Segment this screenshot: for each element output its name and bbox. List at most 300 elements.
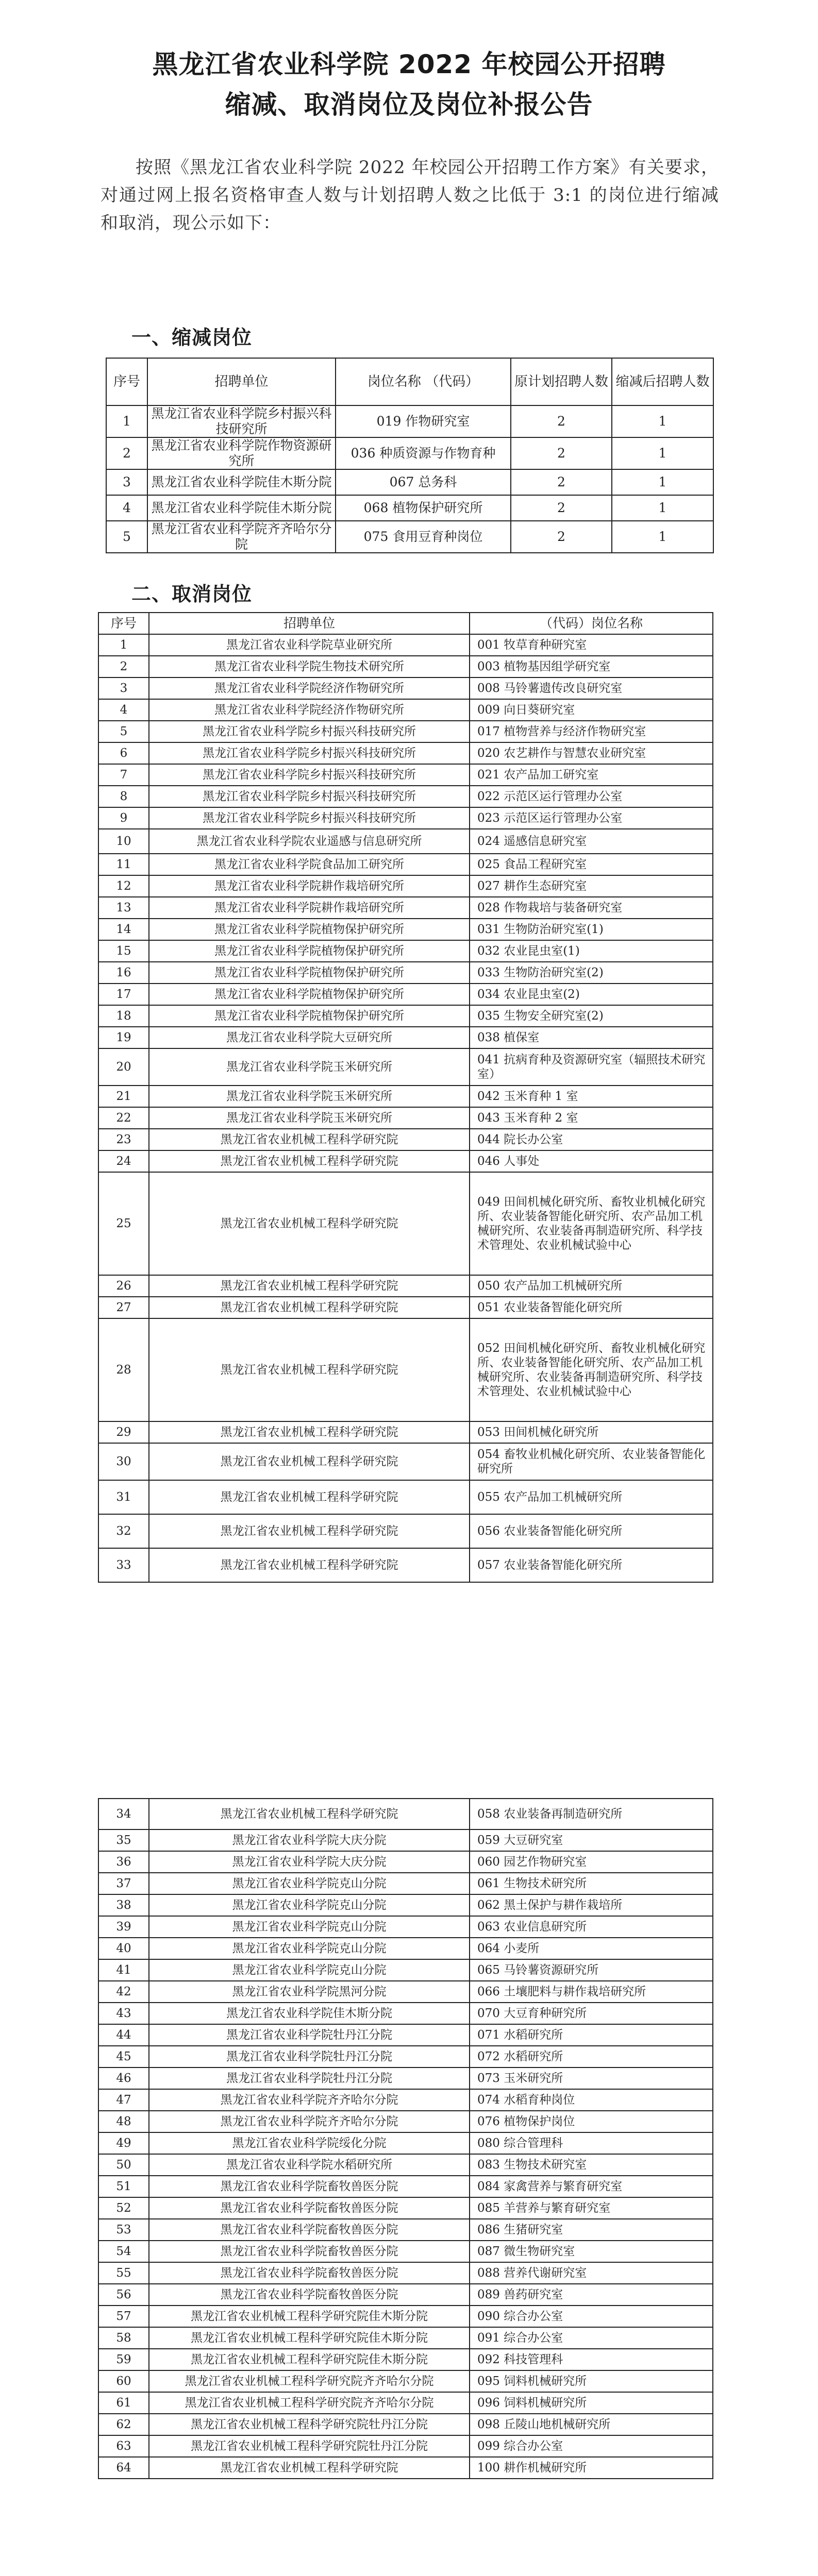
cell-position: 092 科技管理科 bbox=[470, 2349, 713, 2370]
table-row bbox=[98, 2132, 713, 2154]
cell-index: 7 bbox=[98, 764, 149, 786]
cell-position: 042 玉米育种 1 室 bbox=[470, 1086, 713, 1107]
header-original-count: 原计划招聘人数 bbox=[511, 358, 612, 405]
cell-index: 11 bbox=[98, 854, 149, 875]
cell-unit: 黑龙江省农业科学院植物保护研究所 bbox=[149, 962, 470, 984]
cell-unit: 黑龙江省农业机械工程科学研究院佳木斯分院 bbox=[149, 2349, 470, 2370]
cell-unit: 黑龙江省农业科学院玉米研究所 bbox=[149, 1107, 470, 1129]
cell-position: 056 农业装备智能化研究所 bbox=[470, 1514, 713, 1548]
table-row bbox=[98, 1318, 713, 1421]
cell-unit: 黑龙江省农业科学院乡村振兴科技研究所 bbox=[147, 405, 336, 437]
cell-unit: 黑龙江省农业机械工程科学研究院牡丹江分院 bbox=[149, 2414, 470, 2435]
cell-unit: 黑龙江省农业科学院佳木斯分院 bbox=[149, 2003, 470, 2024]
cell-unit: 黑龙江省农业科学院齐齐哈尔分院 bbox=[149, 2089, 470, 2111]
cell-position: 075 食用豆育种岗位 bbox=[336, 521, 511, 553]
cell-unit: 黑龙江省农业机械工程科学研究院牡丹江分院 bbox=[149, 2435, 470, 2457]
cell-position: 024 遥感信息研究室 bbox=[470, 829, 713, 854]
table-row bbox=[98, 2219, 713, 2241]
cell-index: 61 bbox=[98, 2392, 149, 2414]
cell-unit: 黑龙江省农业科学院经济作物研究所 bbox=[149, 677, 470, 699]
reduced-table-body bbox=[106, 405, 713, 553]
cell-original-count: 2 bbox=[511, 437, 612, 469]
cell-index: 3 bbox=[98, 677, 149, 699]
table-row bbox=[98, 1048, 713, 1086]
cell-reduced-count: 1 bbox=[612, 469, 713, 495]
cell-index: 24 bbox=[98, 1150, 149, 1172]
cell-index: 63 bbox=[98, 2435, 149, 2457]
table-row bbox=[98, 807, 713, 829]
cell-index: 53 bbox=[98, 2219, 149, 2241]
cell-index: 1 bbox=[106, 405, 147, 437]
table-row bbox=[98, 1107, 713, 1129]
cell-unit: 黑龙江省农业科学院耕作栽培研究所 bbox=[149, 875, 470, 897]
header-index: 序号 bbox=[98, 613, 149, 634]
cell-position: 003 植物基因组学研究室 bbox=[470, 656, 713, 677]
cell-index: 50 bbox=[98, 2154, 149, 2176]
table-row bbox=[98, 2414, 713, 2435]
cell-unit: 黑龙江省农业机械工程科学研究院 bbox=[149, 1297, 470, 1318]
cell-position: 063 农业信息研究所 bbox=[470, 1916, 713, 1938]
cell-unit: 黑龙江省农业科学院耕作栽培研究所 bbox=[149, 897, 470, 919]
intro-paragraph: 按照《黑龙江省农业科学院 2022 年校园公开招聘工作方案》有关要求，对通过网上报名资格审查人数与计划招聘人数之比低于 3:1 的岗位进行缩减和取消，现公示如下： bbox=[101, 157, 719, 233]
cell-position: 066 土壤肥料与耕作栽培研究所 bbox=[470, 1981, 713, 2003]
cell-position: 070 大豆育种研究所 bbox=[470, 2003, 713, 2024]
cell-position: 049 田间机械化研究所、畜牧业机械化研究所、农业装备智能化研究所、农产品加工机械研究所、农业装备再制造研究所、科学技术管理处、农业机械试验中心 bbox=[470, 1172, 713, 1275]
table-row bbox=[98, 2392, 713, 2414]
cell-unit: 黑龙江省农业科学院植物保护研究所 bbox=[149, 984, 470, 1005]
cell-index: 54 bbox=[98, 2241, 149, 2262]
cell-unit: 黑龙江省农业科学院畜牧兽医分院 bbox=[149, 2197, 470, 2219]
cell-position: 033 生物防治研究室(2) bbox=[470, 962, 713, 984]
cell-unit: 黑龙江省农业科学院玉米研究所 bbox=[149, 1086, 470, 1107]
cell-index: 12 bbox=[98, 875, 149, 897]
table-row bbox=[98, 1799, 713, 1829]
cell-unit: 黑龙江省农业科学院克山分院 bbox=[149, 1959, 470, 1981]
table-row bbox=[98, 962, 713, 984]
cell-position: 022 示范区运行管理办公室 bbox=[470, 786, 713, 807]
cell-index: 60 bbox=[98, 2370, 149, 2392]
table-row bbox=[98, 1548, 713, 1582]
cell-index: 42 bbox=[98, 1981, 149, 2003]
cell-unit: 黑龙江省农业机械工程科学研究院 bbox=[149, 1421, 470, 1443]
cell-index: 37 bbox=[98, 1873, 149, 1894]
cell-unit: 黑龙江省农业科学院克山分院 bbox=[149, 1916, 470, 1938]
cell-index: 43 bbox=[98, 2003, 149, 2024]
header-position: 岗位名称 （代码） bbox=[336, 358, 511, 405]
cell-index: 34 bbox=[98, 1799, 149, 1829]
cell-position: 098 丘陵山地机械研究所 bbox=[470, 2414, 713, 2435]
table-row bbox=[106, 469, 713, 495]
cell-position: 019 作物研究室 bbox=[336, 405, 511, 437]
cell-index: 21 bbox=[98, 1086, 149, 1107]
cell-unit: 黑龙江省农业科学院齐齐哈尔分院 bbox=[147, 521, 336, 553]
cell-unit: 黑龙江省农业机械工程科学研究院 bbox=[149, 1129, 470, 1150]
cell-index: 55 bbox=[98, 2262, 149, 2284]
table-row bbox=[98, 940, 713, 962]
table-row bbox=[98, 1981, 713, 2003]
table-row bbox=[98, 2003, 713, 2024]
section1-heading: 一、缩减岗位 bbox=[131, 326, 253, 349]
cell-unit: 黑龙江省农业机械工程科学研究院 bbox=[149, 1275, 470, 1297]
cell-position: 043 玉米育种 2 室 bbox=[470, 1107, 713, 1129]
cell-unit: 黑龙江省农业科学院佳木斯分院 bbox=[147, 469, 336, 495]
cell-original-count: 2 bbox=[511, 469, 612, 495]
cell-unit: 黑龙江省农业科学院佳木斯分院 bbox=[147, 495, 336, 521]
cell-index: 18 bbox=[98, 1005, 149, 1027]
table-row bbox=[98, 1938, 713, 1959]
cell-position: 035 生物安全研究室(2) bbox=[470, 1005, 713, 1027]
cell-position: 083 生物技术研究室 bbox=[470, 2154, 713, 2176]
cell-index: 27 bbox=[98, 1297, 149, 1318]
cell-position: 089 兽药研究室 bbox=[470, 2284, 713, 2306]
table-row bbox=[98, 919, 713, 940]
cell-unit: 黑龙江省农业科学院大豆研究所 bbox=[149, 1027, 470, 1048]
header-index: 序号 bbox=[106, 358, 147, 405]
cell-unit: 黑龙江省农业科学院乡村振兴科技研究所 bbox=[149, 786, 470, 807]
table-row bbox=[98, 1129, 713, 1150]
cell-unit: 黑龙江省农业机械工程科学研究院齐齐哈尔分院 bbox=[149, 2370, 470, 2392]
table-row bbox=[98, 1851, 713, 1873]
cell-index: 16 bbox=[98, 962, 149, 984]
table-row bbox=[98, 1514, 713, 1548]
cell-position: 067 总务科 bbox=[336, 469, 511, 495]
table-row bbox=[98, 897, 713, 919]
page-title: 黑龙江省农业科学院 2022 年校园公开招聘 bbox=[152, 49, 666, 79]
cell-position: 020 农艺耕作与智慧农业研究室 bbox=[470, 742, 713, 764]
cell-position: 088 营养代谢研究室 bbox=[470, 2262, 713, 2284]
cell-position: 062 黑土保护与耕作栽培所 bbox=[470, 1894, 713, 1916]
table-row bbox=[98, 2089, 713, 2111]
cell-unit: 黑龙江省农业科学院牡丹江分院 bbox=[149, 2024, 470, 2046]
table-row bbox=[98, 2327, 713, 2349]
cell-position: 023 示范区运行管理办公室 bbox=[470, 807, 713, 829]
cell-index: 45 bbox=[98, 2046, 149, 2067]
cell-unit: 黑龙江省农业科学院乡村振兴科技研究所 bbox=[149, 764, 470, 786]
table-row bbox=[98, 699, 713, 721]
table-row bbox=[98, 634, 713, 656]
table-row bbox=[106, 437, 713, 469]
table-row bbox=[98, 1172, 713, 1275]
cell-position: 084 家禽营养与繁育研究室 bbox=[470, 2176, 713, 2197]
cell-index: 59 bbox=[98, 2349, 149, 2370]
cell-unit: 黑龙江省农业科学院植物保护研究所 bbox=[149, 1005, 470, 1027]
cell-position: 038 植保室 bbox=[470, 1027, 713, 1048]
cell-index: 13 bbox=[98, 897, 149, 919]
table-row bbox=[98, 2154, 713, 2176]
table-row bbox=[98, 764, 713, 786]
cell-index: 56 bbox=[98, 2284, 149, 2306]
cell-unit: 黑龙江省农业机械工程科学研究院 bbox=[149, 1548, 470, 1582]
cell-unit: 黑龙江省农业科学院乡村振兴科技研究所 bbox=[149, 721, 470, 742]
cell-index: 14 bbox=[98, 919, 149, 940]
cell-position: 025 食品工程研究室 bbox=[470, 854, 713, 875]
cell-unit: 黑龙江省农业科学院农业遥感与信息研究所 bbox=[149, 829, 470, 854]
cell-position: 072 水稻研究所 bbox=[470, 2046, 713, 2067]
cell-position: 052 田间机械化研究所、畜牧业机械化研究所、农业装备智能化研究所、农产品加工机械研究所、农业装备再制造研究所、科学技术管理处、农业机械试验中心 bbox=[470, 1318, 713, 1421]
cell-unit: 黑龙江省农业科学院畜牧兽医分院 bbox=[149, 2176, 470, 2197]
cell-position: 058 农业装备再制造研究所 bbox=[470, 1799, 713, 1829]
cell-position: 036 种质资源与作物育种 bbox=[336, 437, 511, 469]
cell-index: 35 bbox=[98, 1829, 149, 1851]
cell-position: 021 农产品加工研究室 bbox=[470, 764, 713, 786]
table-header-row bbox=[106, 358, 713, 405]
cell-unit: 黑龙江省农业机械工程科学研究院齐齐哈尔分院 bbox=[149, 2392, 470, 2414]
table-row bbox=[98, 656, 713, 677]
cell-position: 080 综合管理科 bbox=[470, 2132, 713, 2154]
cell-index: 41 bbox=[98, 1959, 149, 1981]
cell-original-count: 2 bbox=[511, 405, 612, 437]
cell-position: 076 植物保护岗位 bbox=[470, 2111, 713, 2132]
cell-unit: 黑龙江省农业科学院齐齐哈尔分院 bbox=[149, 2111, 470, 2132]
cell-index: 22 bbox=[98, 1107, 149, 1129]
cell-unit: 黑龙江省农业科学院乡村振兴科技研究所 bbox=[149, 742, 470, 764]
cell-index: 2 bbox=[106, 437, 147, 469]
cell-index: 47 bbox=[98, 2089, 149, 2111]
cell-index: 19 bbox=[98, 1027, 149, 1048]
table-row bbox=[98, 1916, 713, 1938]
cell-reduced-count: 1 bbox=[612, 437, 713, 469]
reduced-positions-table bbox=[106, 358, 714, 553]
table-row bbox=[98, 1005, 713, 1027]
cell-unit: 黑龙江省农业机械工程科学研究院 bbox=[149, 1799, 470, 1829]
cell-unit: 黑龙江省农业科学院植物保护研究所 bbox=[149, 940, 470, 962]
cell-unit: 黑龙江省农业科学院克山分院 bbox=[149, 1894, 470, 1916]
cell-position: 087 微生物研究室 bbox=[470, 2241, 713, 2262]
cell-unit: 黑龙江省农业科学院绥化分院 bbox=[149, 2132, 470, 2154]
cell-position: 031 生物防治研究室(1) bbox=[470, 919, 713, 940]
table-row bbox=[98, 1275, 713, 1297]
cell-index: 33 bbox=[98, 1548, 149, 1582]
cell-position: 044 院长办公室 bbox=[470, 1129, 713, 1150]
cell-unit: 黑龙江省农业科学院牡丹江分院 bbox=[149, 2067, 470, 2089]
cell-unit: 黑龙江省农业科学院作物资源研究所 bbox=[147, 437, 336, 469]
table-row bbox=[98, 1959, 713, 1981]
cell-position: 059 大豆研究室 bbox=[470, 1829, 713, 1851]
table-row bbox=[98, 2176, 713, 2197]
cell-position: 060 园艺作物研究室 bbox=[470, 1851, 713, 1873]
cell-index: 57 bbox=[98, 2306, 149, 2327]
table-row bbox=[98, 1027, 713, 1048]
table-row bbox=[98, 2370, 713, 2392]
table-row bbox=[98, 2262, 713, 2284]
header-unit: 招聘单位 bbox=[149, 613, 470, 634]
table-row bbox=[98, 721, 713, 742]
cell-position: 073 玉米研究所 bbox=[470, 2067, 713, 2089]
cell-index: 5 bbox=[98, 721, 149, 742]
cell-position: 074 水稻育种岗位 bbox=[470, 2089, 713, 2111]
table-row bbox=[98, 1297, 713, 1318]
cell-unit: 黑龙江省农业科学院乡村振兴科技研究所 bbox=[149, 807, 470, 829]
cell-unit: 黑龙江省农业科学院畜牧兽医分院 bbox=[149, 2241, 470, 2262]
cell-index: 17 bbox=[98, 984, 149, 1005]
cell-index: 40 bbox=[98, 1938, 149, 1959]
table-header-row bbox=[98, 613, 713, 634]
table-row bbox=[98, 2046, 713, 2067]
cancelled-positions-table bbox=[98, 612, 713, 1583]
cell-index: 20 bbox=[98, 1048, 149, 1086]
cell-position: 096 饲料机械研究所 bbox=[470, 2392, 713, 2414]
cell-position: 099 综合办公室 bbox=[470, 2435, 713, 2457]
cell-position: 034 农业昆虫室(2) bbox=[470, 984, 713, 1005]
cell-index: 44 bbox=[98, 2024, 149, 2046]
cell-index: 52 bbox=[98, 2197, 149, 2219]
cell-unit: 黑龙江省农业科学院草业研究所 bbox=[149, 634, 470, 656]
cell-index: 62 bbox=[98, 2414, 149, 2435]
cell-unit: 黑龙江省农业科学院食品加工研究所 bbox=[149, 854, 470, 875]
cell-index: 8 bbox=[98, 786, 149, 807]
table-row bbox=[98, 2284, 713, 2306]
header-reduced-count: 缩减后招聘人数 bbox=[612, 358, 713, 405]
table-row bbox=[98, 2349, 713, 2370]
cell-position: 065 马铃薯资源研究所 bbox=[470, 1959, 713, 1981]
cell-original-count: 2 bbox=[511, 495, 612, 521]
cell-original-count: 2 bbox=[511, 521, 612, 553]
cell-position: 008 马铃薯遗传改良研究室 bbox=[470, 677, 713, 699]
table-row bbox=[98, 1443, 713, 1480]
table-row bbox=[98, 1894, 713, 1916]
cell-index: 58 bbox=[98, 2327, 149, 2349]
cell-index: 39 bbox=[98, 1916, 149, 1938]
cell-index: 49 bbox=[98, 2132, 149, 2154]
table-row bbox=[98, 2241, 713, 2262]
table-row bbox=[106, 521, 713, 553]
cell-unit: 黑龙江省农业机械工程科学研究院 bbox=[149, 2457, 470, 2479]
cell-index: 15 bbox=[98, 940, 149, 962]
cell-position: 054 畜牧业机械化研究所、农业装备智能化研究所 bbox=[470, 1443, 713, 1480]
cell-index: 9 bbox=[98, 807, 149, 829]
cell-unit: 黑龙江省农业科学院畜牧兽医分院 bbox=[149, 2262, 470, 2284]
cell-unit: 黑龙江省农业科学院玉米研究所 bbox=[149, 1048, 470, 1086]
cell-position: 068 植物保护研究所 bbox=[336, 495, 511, 521]
table-row bbox=[106, 495, 713, 521]
table-row bbox=[98, 1829, 713, 1851]
cell-unit: 黑龙江省农业科学院大庆分院 bbox=[149, 1851, 470, 1873]
table-row bbox=[98, 875, 713, 897]
cancelled-table-body-continued bbox=[98, 1799, 713, 2479]
cell-unit: 黑龙江省农业科学院牡丹江分院 bbox=[149, 2046, 470, 2067]
cell-index: 1 bbox=[98, 634, 149, 656]
cell-index: 10 bbox=[98, 829, 149, 854]
table-row bbox=[98, 786, 713, 807]
table-row bbox=[98, 1150, 713, 1172]
cell-reduced-count: 1 bbox=[612, 495, 713, 521]
table-row bbox=[98, 984, 713, 1005]
cell-position: 028 作物栽培与装备研究室 bbox=[470, 897, 713, 919]
table-row bbox=[98, 1480, 713, 1514]
cell-position: 032 农业昆虫室(1) bbox=[470, 940, 713, 962]
table-row bbox=[98, 2197, 713, 2219]
cell-reduced-count: 1 bbox=[612, 521, 713, 553]
table-row bbox=[98, 677, 713, 699]
header-unit: 招聘单位 bbox=[147, 358, 336, 405]
table-row bbox=[98, 2435, 713, 2457]
cell-unit: 黑龙江省农业科学院大庆分院 bbox=[149, 1829, 470, 1851]
cell-unit: 黑龙江省农业机械工程科学研究院 bbox=[149, 1443, 470, 1480]
cell-unit: 黑龙江省农业科学院水稻研究所 bbox=[149, 2154, 470, 2176]
cell-position: 095 饲料机械研究所 bbox=[470, 2370, 713, 2392]
cancelled-table-body bbox=[98, 634, 713, 1582]
cell-position: 041 抗病育种及资源研究室（辐照技术研究室） bbox=[470, 1048, 713, 1086]
cell-unit: 黑龙江省农业机械工程科学研究院 bbox=[149, 1480, 470, 1514]
cell-unit: 黑龙江省农业机械工程科学研究院 bbox=[149, 1318, 470, 1421]
cell-position: 053 田间机械化研究所 bbox=[470, 1421, 713, 1443]
table-row bbox=[98, 2111, 713, 2132]
table-row bbox=[98, 2067, 713, 2089]
cell-position: 085 羊营养与繁育研究室 bbox=[470, 2197, 713, 2219]
table-row bbox=[98, 1873, 713, 1894]
cell-unit: 黑龙江省农业科学院生物技术研究所 bbox=[149, 656, 470, 677]
cell-position: 017 植物营养与经济作物研究室 bbox=[470, 721, 713, 742]
cell-position: 071 水稻研究所 bbox=[470, 2024, 713, 2046]
cell-index: 32 bbox=[98, 1514, 149, 1548]
cell-index: 26 bbox=[98, 1275, 149, 1297]
section2-heading: 二、取消岗位 bbox=[131, 583, 253, 605]
cell-index: 3 bbox=[106, 469, 147, 495]
cell-position: 086 生猪研究室 bbox=[470, 2219, 713, 2241]
cell-unit: 黑龙江省农业科学院黑河分院 bbox=[149, 1981, 470, 2003]
cell-position: 050 农产品加工机械研究所 bbox=[470, 1275, 713, 1297]
cell-index: 2 bbox=[98, 656, 149, 677]
cell-index: 36 bbox=[98, 1851, 149, 1873]
table-row bbox=[98, 2306, 713, 2327]
table-row bbox=[98, 2457, 713, 2479]
cell-index: 5 bbox=[106, 521, 147, 553]
table-row bbox=[98, 829, 713, 854]
cell-unit: 黑龙江省农业科学院畜牧兽医分院 bbox=[149, 2219, 470, 2241]
table-row bbox=[98, 742, 713, 764]
table-row bbox=[98, 1086, 713, 1107]
cell-index: 48 bbox=[98, 2111, 149, 2132]
cell-position: 009 向日葵研究室 bbox=[470, 699, 713, 721]
cell-unit: 黑龙江省农业科学院克山分院 bbox=[149, 1873, 470, 1894]
cell-unit: 黑龙江省农业科学院植物保护研究所 bbox=[149, 919, 470, 940]
cell-position: 091 综合办公室 bbox=[470, 2327, 713, 2349]
cell-position: 061 生物技术研究所 bbox=[470, 1873, 713, 1894]
cell-index: 4 bbox=[106, 495, 147, 521]
cell-position: 057 农业装备智能化研究所 bbox=[470, 1548, 713, 1582]
cell-index: 31 bbox=[98, 1480, 149, 1514]
cell-unit: 黑龙江省农业科学院经济作物研究所 bbox=[149, 699, 470, 721]
cell-position: 064 小麦所 bbox=[470, 1938, 713, 1959]
cell-unit: 黑龙江省农业机械工程科学研究院 bbox=[149, 1514, 470, 1548]
cell-position: 046 人事处 bbox=[470, 1150, 713, 1172]
cell-reduced-count: 1 bbox=[612, 405, 713, 437]
cell-unit: 黑龙江省农业科学院克山分院 bbox=[149, 1938, 470, 1959]
cell-position: 027 耕作生态研究室 bbox=[470, 875, 713, 897]
cell-index: 25 bbox=[98, 1172, 149, 1275]
cell-position: 055 农产品加工机械研究所 bbox=[470, 1480, 713, 1514]
table-row bbox=[98, 2024, 713, 2046]
cell-position: 051 农业装备智能化研究所 bbox=[470, 1297, 713, 1318]
cell-index: 38 bbox=[98, 1894, 149, 1916]
table-row bbox=[98, 1421, 713, 1443]
cell-index: 64 bbox=[98, 2457, 149, 2479]
cell-index: 30 bbox=[98, 1443, 149, 1480]
cell-position: 090 综合办公室 bbox=[470, 2306, 713, 2327]
cell-unit: 黑龙江省农业科学院畜牧兽医分院 bbox=[149, 2284, 470, 2306]
cell-index: 28 bbox=[98, 1318, 149, 1421]
cell-unit: 黑龙江省农业机械工程科学研究院佳木斯分院 bbox=[149, 2327, 470, 2349]
table-row bbox=[98, 854, 713, 875]
cell-index: 4 bbox=[98, 699, 149, 721]
cell-unit: 黑龙江省农业机械工程科学研究院佳木斯分院 bbox=[149, 2306, 470, 2327]
page-subtitle: 缩减、取消岗位及岗位补报公告 bbox=[225, 90, 593, 120]
table-row bbox=[106, 405, 713, 437]
cell-position: 100 耕作机械研究所 bbox=[470, 2457, 713, 2479]
header-position: （代码）岗位名称 bbox=[470, 613, 713, 634]
cell-unit: 黑龙江省农业机械工程科学研究院 bbox=[149, 1172, 470, 1275]
cell-position: 001 牧草育种研究室 bbox=[470, 634, 713, 656]
